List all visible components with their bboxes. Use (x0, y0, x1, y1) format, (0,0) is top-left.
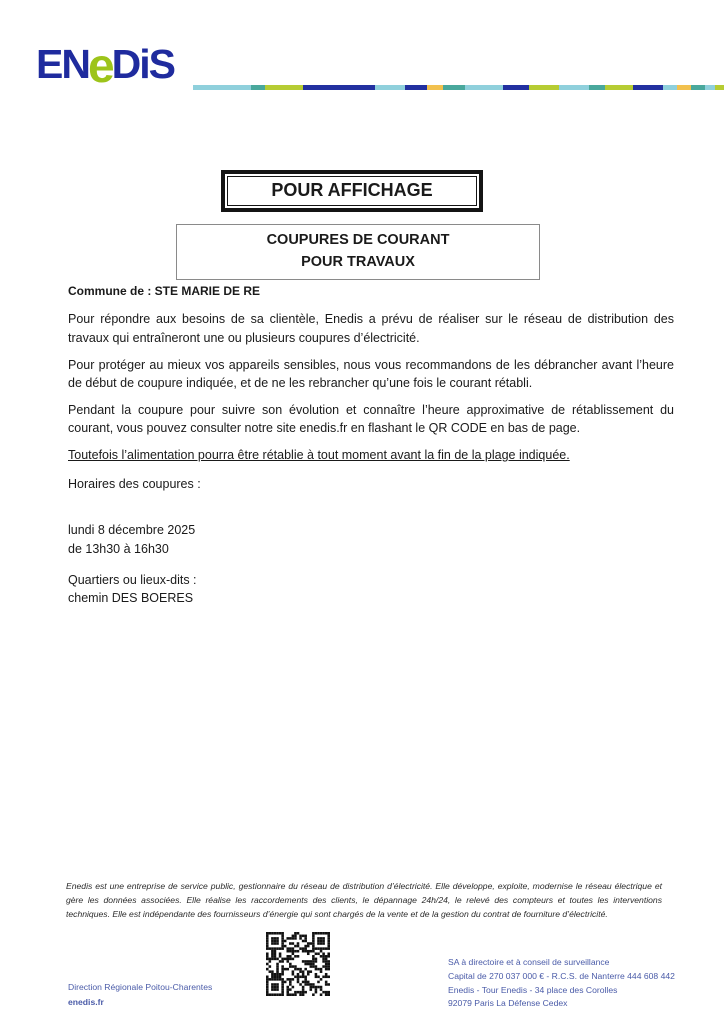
website-text: enedis.fr (68, 996, 104, 1007)
company-line: SA à directoire et à conseil de surveillance (448, 957, 610, 967)
company-line: Capital de 270 037 000 € - R.C.S. de Nanterre 444 608 442 (448, 970, 675, 981)
schedule-label: Horaires des coupures : (68, 477, 201, 492)
pour-affichage-banner (221, 170, 483, 212)
body-text-block (68, 283, 674, 607)
schedule-time: de 13h30 à 16h30 (68, 541, 169, 556)
logo-text-part: EN (36, 41, 89, 87)
coupures-notice-box (176, 224, 540, 280)
enedis-logo (36, 40, 175, 93)
footer-region-block (68, 980, 212, 1009)
company-line: Enedis - Tour Enedis - 34 place des Corolles (448, 984, 618, 995)
decorative-colored-line (193, 85, 724, 90)
qr-code (266, 932, 330, 996)
notice-box-line1: COUPURES DE COURANT (266, 232, 450, 248)
districts-value: chemin DES BOERES (68, 590, 194, 605)
footer-company-block (448, 956, 675, 1011)
paragraph-qrcode-info: Pendant la coupure pour suivre son évolution et connaître l’heure approximative de rétablissement du courant, vous pouvez consulter notre site enedis.fr en flashant le QR CODE en bas de page. (68, 402, 674, 436)
commune-line: Commune de : STE MARIE DE RE (68, 284, 261, 298)
region-line: Direction Régionale Poitou-Charentes (68, 982, 213, 992)
paragraph-intro: Pour répondre aux besoins de sa clientèle, Enedis a prévu de réaliser sur le réseau de distribution des travaux qui entraîneront une ou plusieurs coupures d’électricité. (68, 312, 674, 345)
notice-box-line2: POUR TRAVAUX (301, 254, 415, 271)
legal-text: Enedis est une entreprise de service public, gestionnaire du réseau de distribution d’électricité. Elle développe, exploite, modernise le réseau électrique et gère les données associées. Elle réalise les raccordements des clients, le dépannage 24h/24, le relevé des compteurs et toutes les interventions techniques. Elle est indépendante des fournisseurs d’énergie qui sont chargés de la vente et de la gestion du contrat de fourniture d’électricité. (66, 881, 662, 920)
logo-text-part: DiS (111, 41, 175, 87)
company-line: 92079 Paris La Défense Cedex (448, 998, 568, 1009)
paragraph-advice: Pour protéger au mieux vos appareils sensibles, nous vous recommandons de les débrancher avant l’heure de début de coupure indiquée, et de ne les rebrancher qu’une fois le courant rétabli. (68, 357, 674, 390)
schedule-date: lundi 8 décembre 2025 (68, 523, 196, 538)
districts-label: Quartiers ou lieux-dits : (68, 572, 197, 587)
underlined-notice: Toutefois l’alimentation pourra être rétablie à tout moment avant la fin de la plage indiquée. (68, 448, 570, 463)
banner-title: POUR AFFICHAGE (227, 176, 477, 206)
logo-text-part: e (87, 40, 113, 93)
